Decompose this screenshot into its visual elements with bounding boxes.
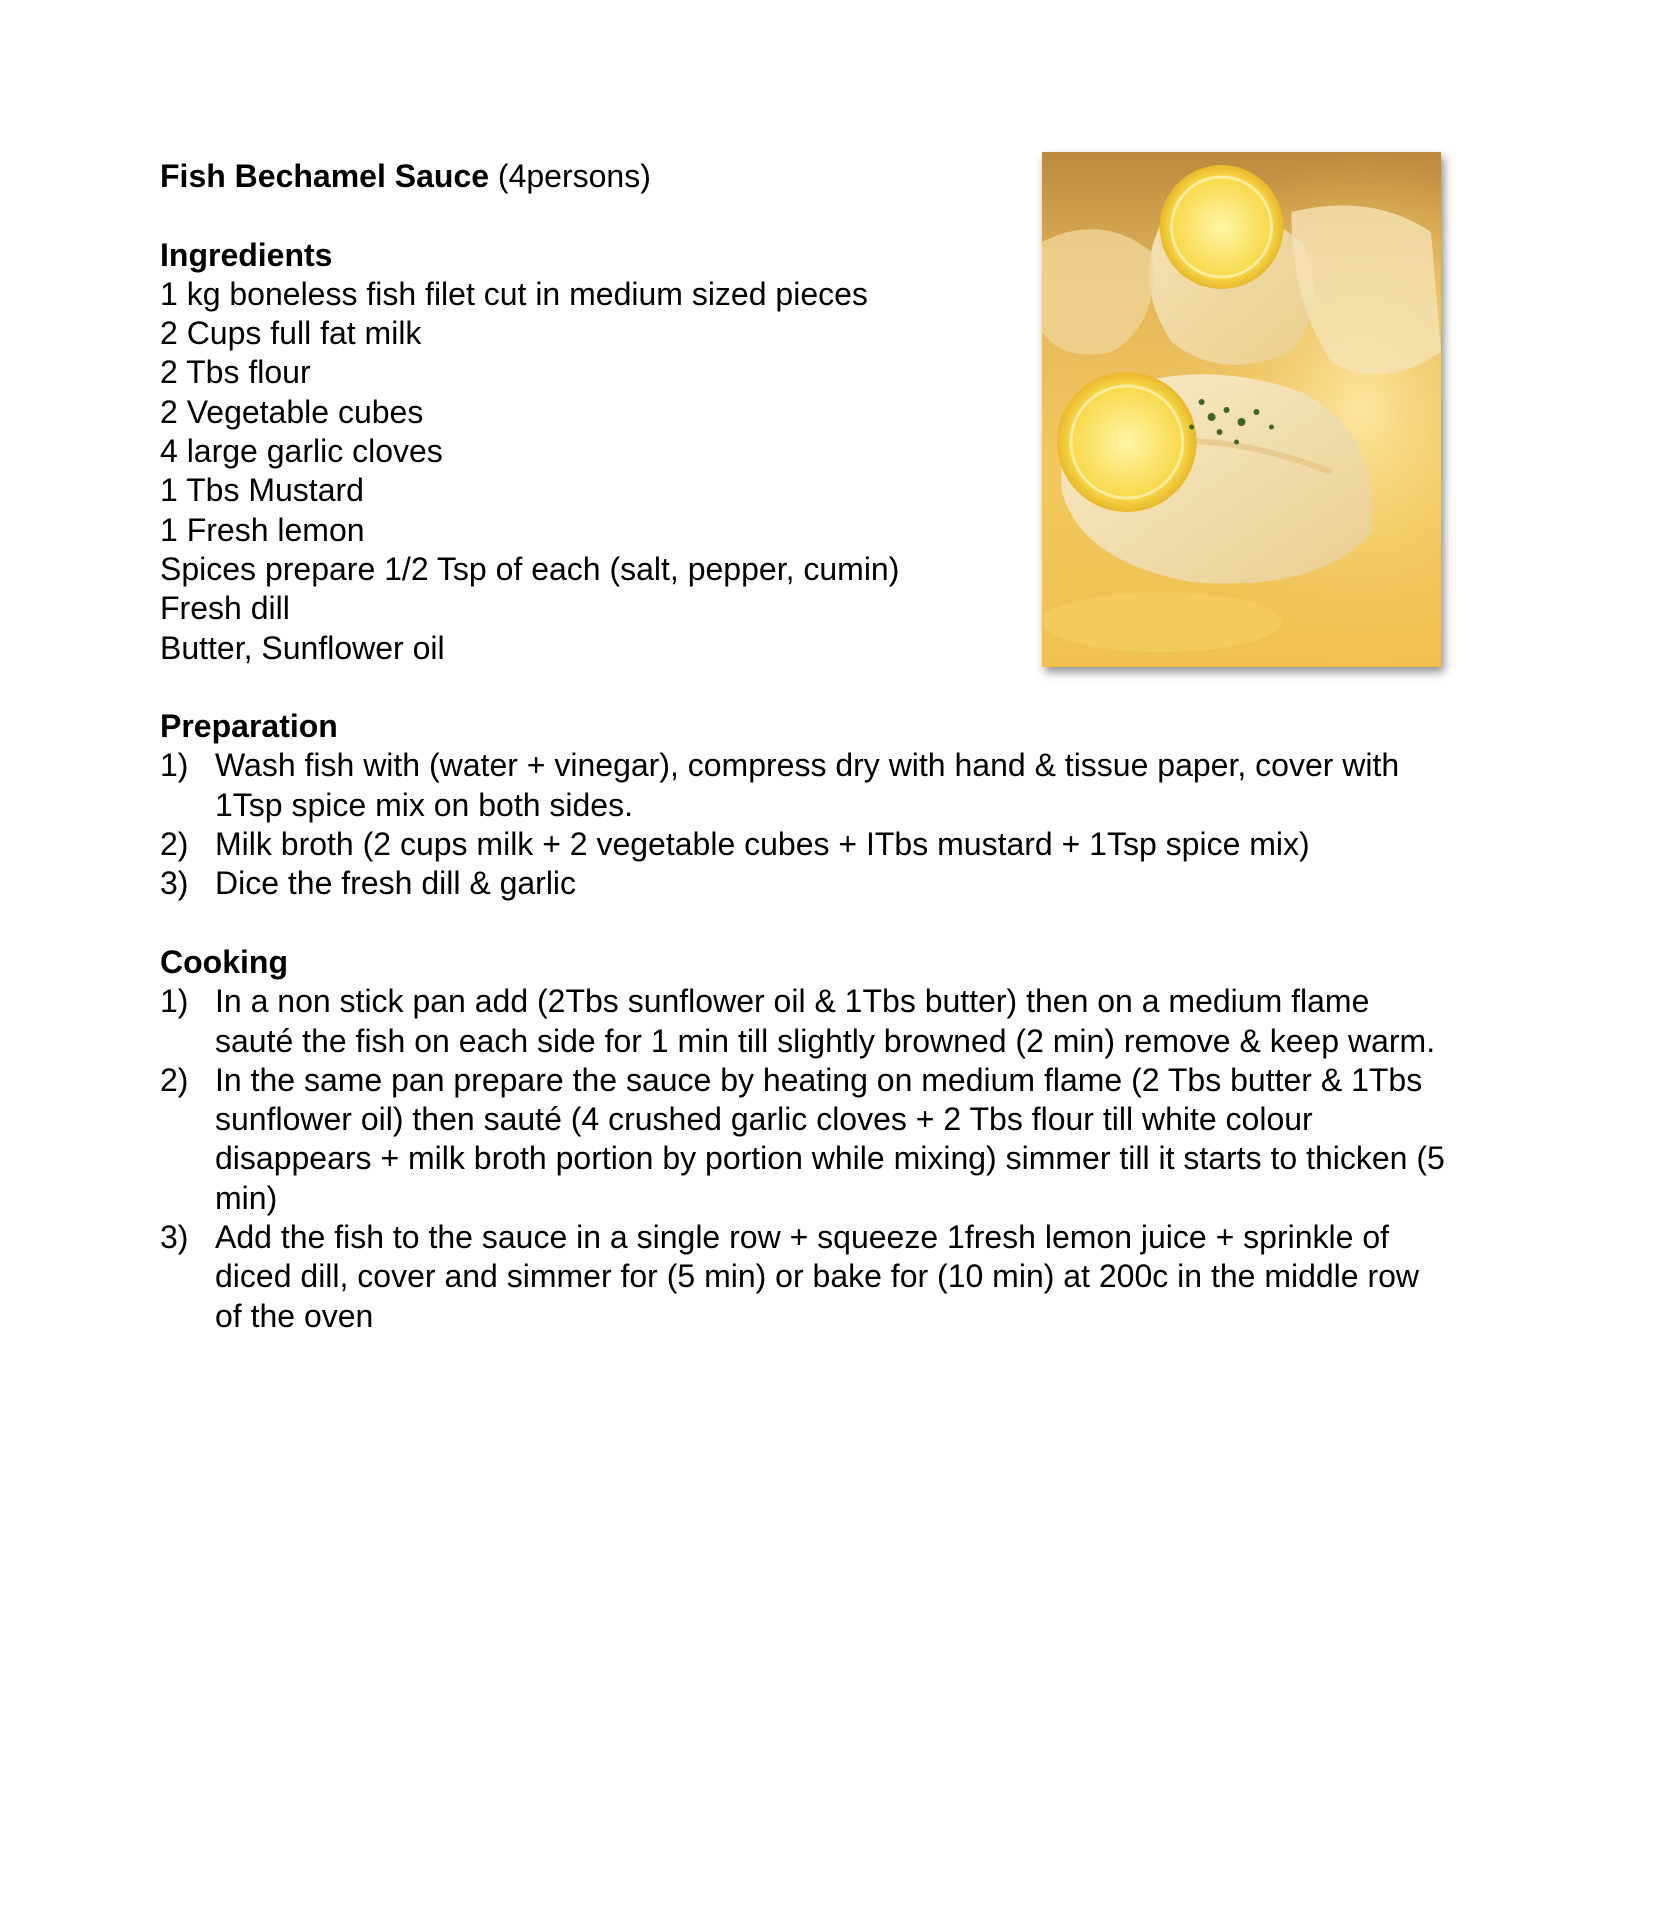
step-text: Milk broth (2 cups milk + 2 vegetable cubes + ITbs mustard + 1Tsp spice mix) <box>215 826 1310 863</box>
step-text: min) <box>215 1179 278 1216</box>
ingredient-item: 1 kg boneless fish filet cut in medium sized pieces <box>160 275 868 312</box>
step-text: Dice the fresh dill & garlic <box>215 865 577 902</box>
ingredient-item: 1 Fresh lemon <box>160 511 365 548</box>
ingredients-heading: Ingredients <box>160 236 333 273</box>
ingredient-item: 2 Tbs flour <box>160 354 311 391</box>
step-text: disappears + milk broth portion by portion while mixing) simmer till it starts to thicken (5 <box>215 1140 1445 1177</box>
step-number: 1) <box>160 983 189 1020</box>
step-text: of the oven <box>215 1297 374 1334</box>
cooking-step <box>160 1218 1520 1336</box>
step-text: 1Tsp spice mix on both sides. <box>215 786 633 823</box>
ingredient-item: 1 Tbs Mustard <box>160 472 364 509</box>
recipe-servings: (4persons) <box>497 158 651 194</box>
ingredient-item: Fresh dill <box>160 590 290 627</box>
step-text: sunflower oil) then sauté (4 crushed garlic cloves + 2 Tbs flour till white colour <box>215 1101 1313 1138</box>
ingredient-item: 2 Vegetable cubes <box>160 393 424 430</box>
recipe-name: Fish Bechamel Sauce <box>160 158 490 194</box>
ingredient-item: 4 large garlic cloves <box>160 433 443 470</box>
step-number: 2) <box>160 826 189 863</box>
cooking-step <box>160 982 1520 1061</box>
ingredient-item: 2 Cups full fat milk <box>160 315 422 352</box>
step-text: sauté the fish on each side for 1 min till slightly browned (2 min) remove & keep warm. <box>215 1022 1436 1059</box>
cooking-heading: Cooking <box>160 943 288 980</box>
cooking-steps <box>160 982 1520 1336</box>
step-text: In a non stick pan add (2Tbs sunflower oil & 1Tbs butter) then on a medium flame <box>215 983 1370 1020</box>
preparation-step <box>160 746 1520 825</box>
step-text: Add the fish to the sauce in a single row + squeeze 1fresh lemon juice + sprinkle of <box>215 1219 1390 1256</box>
step-number: 2) <box>160 1061 189 1098</box>
preparation-step <box>160 864 1520 903</box>
fish-dish-photo <box>1042 152 1441 667</box>
step-number: 3) <box>160 865 189 902</box>
ingredient-item: Spices prepare 1/2 Tsp of each (salt, pepper, cumin) <box>160 550 900 587</box>
step-number: 1) <box>160 747 189 784</box>
ingredient-item: Butter, Sunflower oil <box>160 629 445 666</box>
cooking-step <box>160 1061 1520 1218</box>
preparation-heading: Preparation <box>160 708 338 745</box>
step-number: 3) <box>160 1219 189 1256</box>
step-text: In the same pan prepare the sauce by heating on medium flame (2 Tbs butter & 1Tbs <box>215 1061 1423 1098</box>
preparation-steps <box>160 746 1520 903</box>
preparation-step <box>160 825 1520 864</box>
step-text: diced dill, cover and simmer for (5 min) or bake for (10 min) at 200c in the middle row <box>215 1258 1420 1295</box>
step-text: Wash fish with (water + vinegar), compress dry with hand & tissue paper, cover with <box>215 747 1400 784</box>
